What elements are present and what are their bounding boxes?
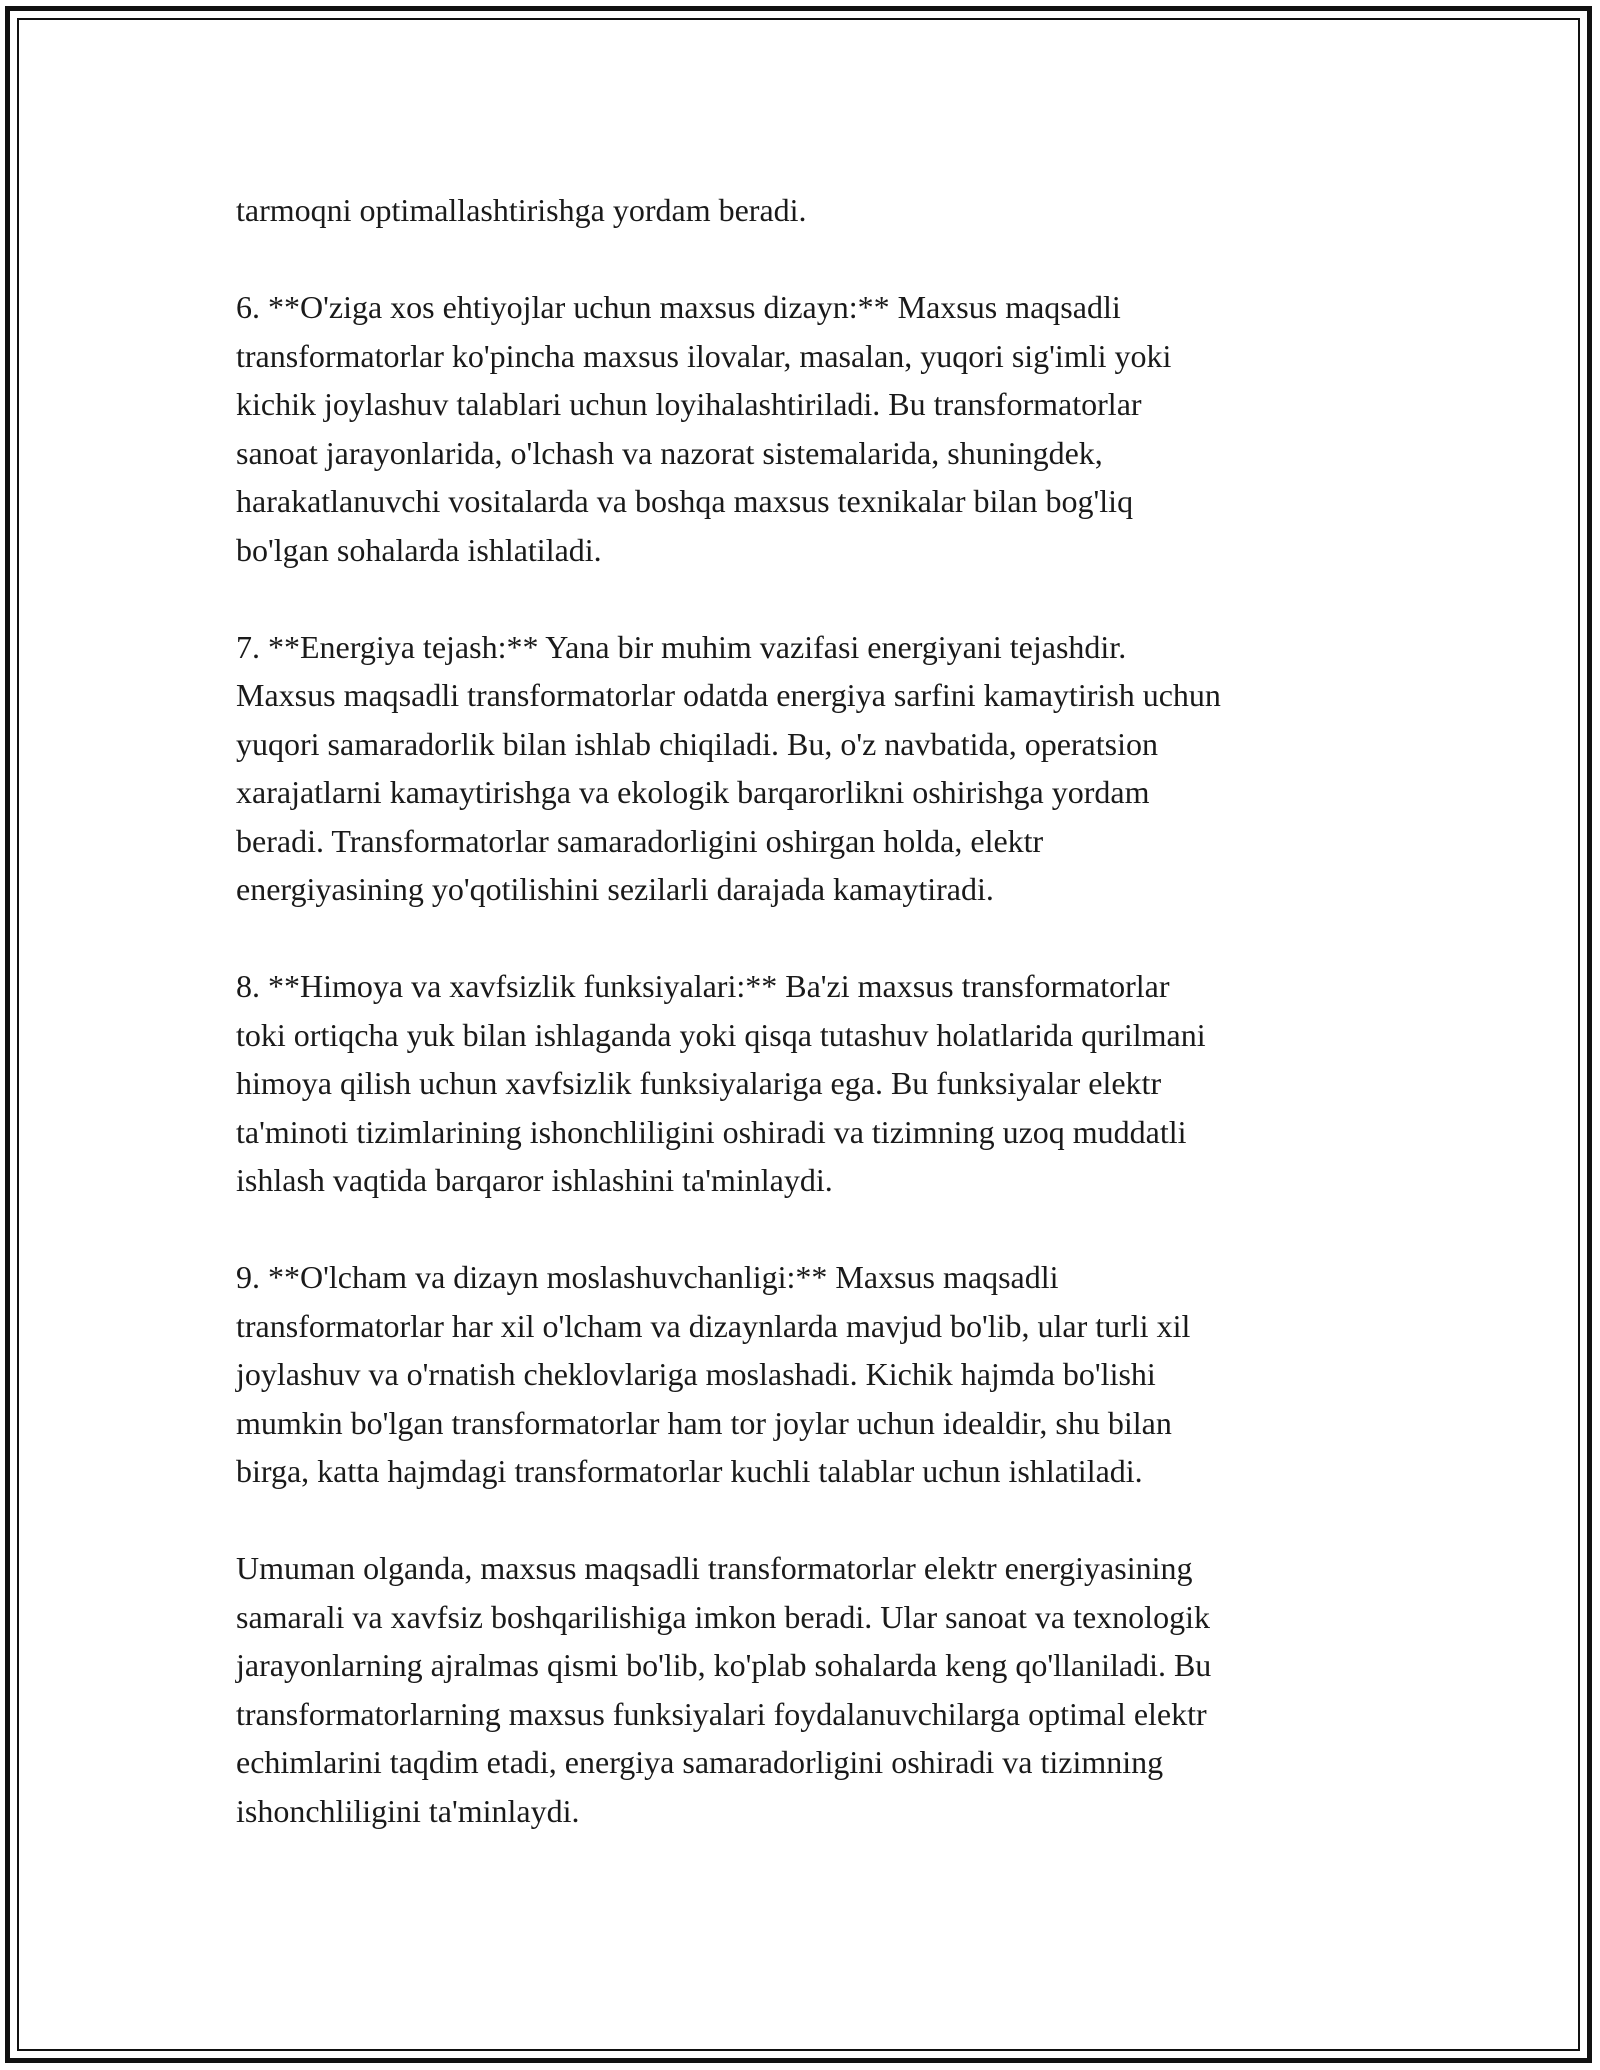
paragraph-conclusion: Umuman olganda, maxsus maqsadli transformatorlar elektr energiyasining samarali va xavfsiz boshqarilishiga imkon beradi. Ular sanoat va texnologik jarayonlarning ajralmas qismi bo'lib, ko'plab sohalarda keng qo'llaniladi. Bu transformatorlarning maxsus funksiyalari foydalanuvchilarga optimal elektr echimlarini taqdim etadi, energiya samaradorligini oshiradi va tizimning ishonchliligini ta'minlaydi. [236,1550,1212,1829]
paragraph-item-8: 8. **Himoya va xavfsizlik funksiyalari:** Ba'zi maxsus transformatorlar toki ortiqcha yuk bilan ishlaganda yoki qisqa tutashuv holatlarida qurilmani himoya qilish uchun xavfsizlik funksiyalariga ega. Bu funksiyalar elektr ta'minoti tizimlarining ishonchliligini oshiradi va tizimning uzoq muddatli ishlash vaqtida barqaror ishlashini ta'minlaydi. [236,968,1206,1198]
paragraph-item-7: 7. **Energiya tejash:** Yana bir muhim vazifasi energiyani tejashdir. Maxsus maqsadli transformatorlar odatda energiya sarfini kamaytirish uchun yuqori samaradorlik bilan ishlab chiqiladi. Bu, o'z navbatida, operatsion xarajatlarni kamaytirishga va ekologik barqarorlikni oshirishga yordam beradi. Transformatorlar samaradorligini oshirgan holda, elektr energiyasining yo'qotilishini sezilarli darajada kamaytiradi. [236,628,1221,907]
paragraph-continuation: tarmoqni optimallashtirishga yordam beradi. [236,192,807,228]
paragraph-item-6: 6. **O'ziga xos ehtiyojlar uchun maxsus dizayn:** Maxsus maqsadli transformatorlar ko'pincha maxsus ilovalar, masalan, yuqori sig'imli yoki kichik joylashuv talablari uchun loyihalashtiriladi. Bu transformatorlar sanoat jarayonlarida, o'lchash va nazorat sistemalarida, shuningdek, harakatlanuvchi vositalarda va boshqa maxsus texnikalar bilan bog'liq bo'lgan sohalarda ishlatiladi. [236,289,1172,568]
document-body [236,186,1376,1835]
paragraph-item-9: 9. **O'lcham va dizayn moslashuvchanligi:** Maxsus maqsadli transformatorlar har xil o'lcham va dizaynlarda mavjud bo'lib, ular turli xil joylashuv va o'rnatish cheklovlariga moslashadi. Kichik hajmda bo'lishi mumkin bo'lgan transformatorlar ham tor joylar uchun idealdir, shu bilan birga, katta hajmdagi transformatorlar kuchli talablar uchun ishlatiladi. [236,1259,1191,1489]
